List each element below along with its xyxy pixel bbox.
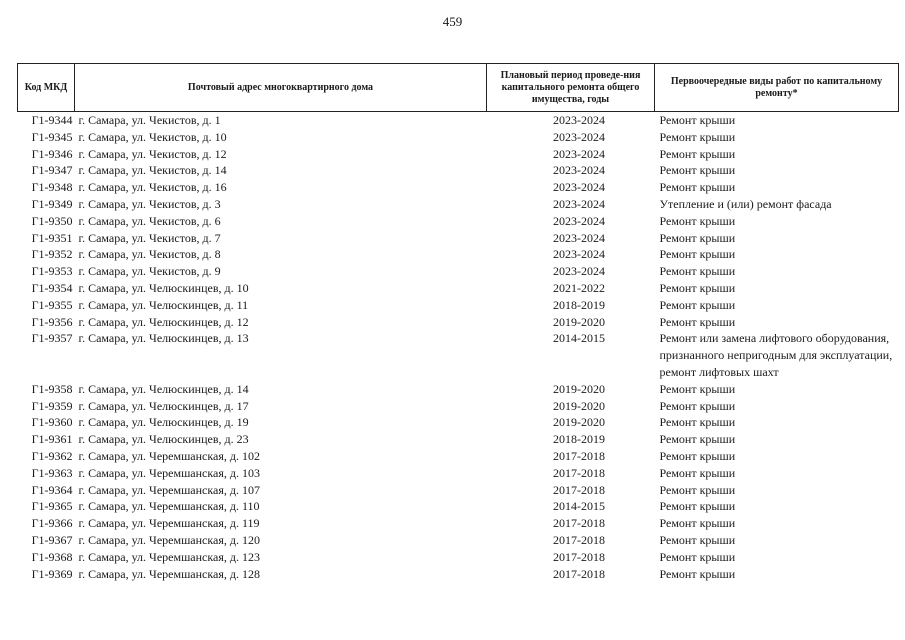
code-cell: Г1-9365 [31,499,73,514]
code-cell: Г1-9351 [31,230,73,245]
period-cell: 2019-2020 [553,398,605,413]
table-row [18,431,899,448]
code-cell: Г1-9357 [31,331,73,346]
address-cell: г. Самара, ул. Челюскинцев, д. 19 [78,415,249,430]
address-cell: г. Самара, ул. Челюскинцев, д. 10 [78,280,249,295]
table-row [18,196,899,213]
table-row [18,398,899,415]
address-cell: г. Самара, ул. Черемшанская, д. 120 [78,532,260,547]
table-row [18,414,899,431]
work-cell: Ремонт или замена лифтового оборудования, признанного непригодным для эксплуатации, ремонт лифтовых шахт [659,331,893,379]
period-cell: 2023-2024 [553,146,605,161]
address-cell: г. Самара, ул. Чекистов, д. 14 [78,163,227,178]
table-row [18,246,899,263]
code-cell: Г1-9355 [31,297,73,312]
period-cell: 2023-2024 [553,230,605,245]
work-cell: Ремонт крыши [659,465,736,480]
period-cell: 2017-2018 [553,516,605,531]
period-cell: 2017-2018 [553,448,605,463]
address-cell: г. Самара, ул. Челюскинцев, д. 13 [78,331,249,346]
address-cell: г. Самара, ул. Челюскинцев, д. 12 [78,314,249,329]
code-cell: Г1-9356 [31,314,73,329]
capital-repair-table [17,63,899,582]
table-row [18,129,899,146]
code-cell: Г1-9369 [31,566,73,581]
address-cell: г. Самара, ул. Чекистов, д. 3 [78,196,221,211]
work-cell: Утепление и (или) ремонт фасада [659,196,832,211]
address-cell: г. Самара, ул. Черемшанская, д. 110 [78,499,260,514]
code-cell: Г1-9364 [31,482,73,497]
table-row [18,230,899,247]
table-row [18,179,899,196]
work-cell: Ремонт крыши [659,532,736,547]
address-cell: г. Самара, ул. Черемшанская, д. 102 [78,448,260,463]
period-cell: 2019-2020 [553,415,605,430]
code-cell: Г1-9352 [31,247,73,262]
table-row [18,330,899,380]
header-work: Первоочередные виды работ по капитальному ремонту* [655,64,899,112]
period-cell: 2018-2019 [553,432,605,447]
work-cell: Ремонт крыши [659,247,736,262]
code-cell: Г1-9345 [31,129,73,144]
work-cell: Ремонт крыши [659,499,736,514]
table-row [18,532,899,549]
period-cell: 2017-2018 [553,549,605,564]
work-cell: Ремонт крыши [659,566,736,581]
code-cell: Г1-9366 [31,516,73,531]
work-cell: Ремонт крыши [659,314,736,329]
period-cell: 2023-2024 [553,247,605,262]
table-row [18,112,899,129]
table-row [18,465,899,482]
header-address: Почтовый адрес многоквартирного дома [75,64,487,112]
table-row [18,213,899,230]
work-cell: Ремонт крыши [659,146,736,161]
address-cell: г. Самара, ул. Черемшанская, д. 103 [78,465,260,480]
period-cell: 2018-2019 [553,297,605,312]
period-cell: 2023-2024 [553,196,605,211]
address-cell: г. Самара, ул. Черемшанская, д. 119 [78,516,260,531]
code-cell: Г1-9359 [31,398,73,413]
period-cell: 2023-2024 [553,264,605,279]
period-cell: 2017-2018 [553,532,605,547]
code-cell: Г1-9344 [31,113,73,127]
table-row [18,146,899,163]
table-row [18,498,899,515]
code-cell: Г1-9346 [31,146,73,161]
address-cell: г. Самара, ул. Челюскинцев, д. 17 [78,398,249,413]
code-cell: Г1-9367 [31,532,73,547]
period-cell: 2017-2018 [553,482,605,497]
code-cell: Г1-9368 [31,549,73,564]
work-cell: Ремонт крыши [659,415,736,430]
period-cell: 2023-2024 [553,180,605,195]
address-cell: г. Самара, ул. Чекистов, д. 8 [78,247,221,262]
period-cell: 2014-2015 [553,499,605,514]
work-cell: Ремонт крыши [659,297,736,312]
work-cell: Ремонт крыши [659,230,736,245]
work-cell: Ремонт крыши [659,516,736,531]
code-cell: Г1-9353 [31,264,73,279]
work-cell: Ремонт крыши [659,163,736,178]
table-row [18,482,899,499]
period-cell: 2019-2020 [553,314,605,329]
table-row [18,297,899,314]
table-row [18,566,899,583]
period-cell: 2021-2022 [553,280,605,295]
code-cell: Г1-9362 [31,448,73,463]
work-cell: Ремонт крыши [659,213,736,228]
work-cell: Ремонт крыши [659,280,736,295]
code-cell: Г1-9347 [31,163,73,178]
table-row [18,280,899,297]
period-cell: 2023-2024 [553,213,605,228]
address-cell: г. Самара, ул. Черемшанская, д. 123 [78,549,260,564]
period-cell: 2014-2015 [553,331,605,346]
header-code: Код МКД [18,64,75,112]
address-cell: г. Самара, ул. Чекистов, д. 7 [78,230,221,245]
address-cell: г. Самара, ул. Черемшанская, д. 128 [78,566,260,581]
table-row [18,162,899,179]
work-cell: Ремонт крыши [659,482,736,497]
address-cell: г. Самара, ул. Чекистов, д. 1 [78,113,221,127]
table-row [18,549,899,566]
table-row [18,448,899,465]
work-cell: Ремонт крыши [659,549,736,564]
code-cell: Г1-9348 [31,180,73,195]
address-cell: г. Самара, ул. Черемшанская, д. 107 [78,482,260,497]
table-row [18,515,899,532]
work-cell: Ремонт крыши [659,381,736,396]
address-cell: г. Самара, ул. Чекистов, д. 12 [78,146,227,161]
code-cell: Г1-9349 [31,196,73,211]
table-row [18,381,899,398]
work-cell: Ремонт крыши [659,432,736,447]
address-cell: г. Самара, ул. Челюскинцев, д. 23 [78,432,249,447]
code-cell: Г1-9363 [31,465,73,480]
period-cell: 2019-2020 [553,381,605,396]
code-cell: Г1-9360 [31,415,73,430]
work-cell: Ремонт крыши [659,113,736,127]
header-period: Плановый период проведе-ния капитального ремонта общего имущества, годы [487,64,655,112]
address-cell: г. Самара, ул. Чекистов, д. 16 [78,180,227,195]
code-cell: Г1-9358 [31,381,73,396]
table-row [18,263,899,280]
period-cell: 2017-2018 [553,566,605,581]
period-cell: 2023-2024 [553,163,605,178]
address-cell: г. Самара, ул. Челюскинцев, д. 11 [78,297,249,312]
work-cell: Ремонт крыши [659,129,736,144]
table-row [18,314,899,331]
period-cell: 2017-2018 [553,465,605,480]
address-cell: г. Самара, ул. Чекистов, д. 9 [78,264,221,279]
page-number: 459 [442,14,463,29]
work-cell: Ремонт крыши [659,448,736,463]
address-cell: г. Самара, ул. Чекистов, д. 10 [78,129,227,144]
work-cell: Ремонт крыши [659,180,736,195]
code-cell: Г1-9354 [31,280,73,295]
address-cell: г. Самара, ул. Челюскинцев, д. 14 [78,381,249,396]
work-cell: Ремонт крыши [659,398,736,413]
period-cell: 2023-2024 [553,129,605,144]
period-cell: 2023-2024 [553,113,605,127]
code-cell: Г1-9361 [31,432,73,447]
work-cell: Ремонт крыши [659,264,736,279]
table-header-row [18,64,899,112]
code-cell: Г1-9350 [31,213,73,228]
address-cell: г. Самара, ул. Чекистов, д. 6 [78,213,221,228]
